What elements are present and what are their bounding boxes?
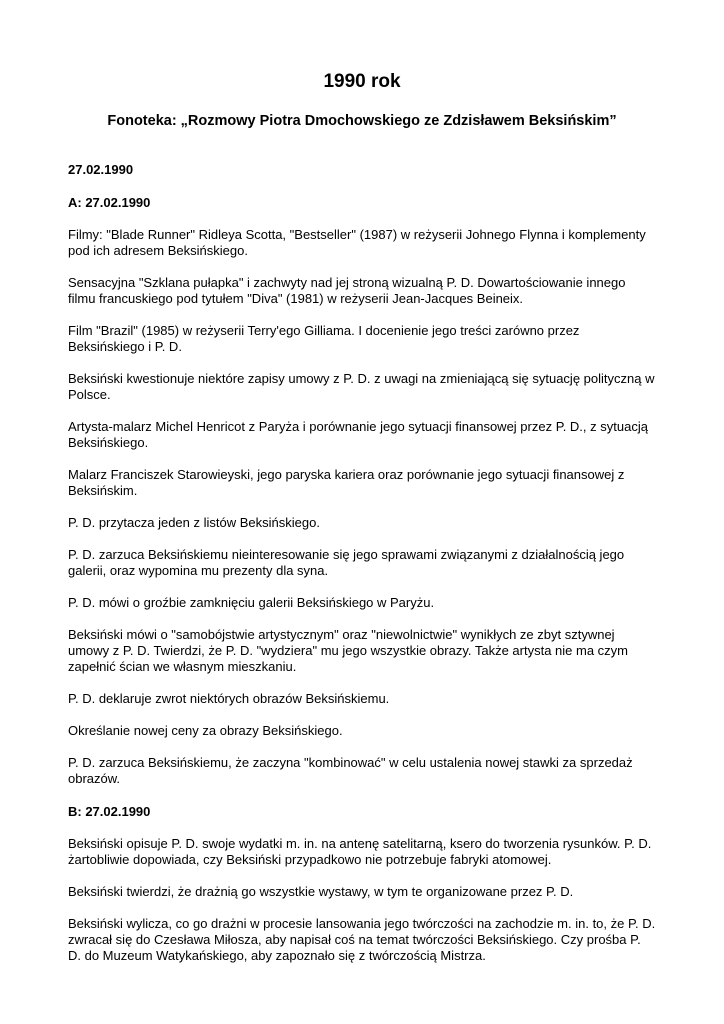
section-b-heading: B: 27.02.1990 (68, 804, 151, 819)
document-page (68, 70, 656, 980)
section-a-body (68, 227, 656, 787)
paragraph: P. D. deklaruje zwrot niektórych obrazów Beksińskiemu. (68, 691, 390, 706)
page-subtitle: Fonoteka: „Rozmowy Piotra Dmochowskiego ze Zdzisławem Beksińskim” (107, 113, 617, 129)
paragraph: Film "Brazil" (1985) w reżyserii Terry'ego Gilliama. I docenienie jego treści zarówno przez Beksińskiego i P. D. (68, 323, 580, 354)
date-heading: 27.02.1990 (68, 162, 134, 177)
paragraph: P. D. mówi o groźbie zamknięciu galerii Beksińskiego w Paryżu. (68, 595, 435, 610)
paragraph: Określanie nowej ceny za obrazy Beksińskiego. (68, 723, 343, 738)
paragraph: Beksiński kwestionuje niektóre zapisy umowy z P. D. z uwagi na zmieniającą się sytuację polityczną w Polsce. (68, 371, 655, 402)
paragraph: Beksiński wylicza, co go drażni w procesie lansowania jego twórczości na zachodzie m. in. to, że P. D. zwracał się do Czesława Miłosza, aby napisał coś na temat twórczości Beksińskiego. Czy prośba P. D. do Muzeum Watykańskiego, aby zapoznało się z twórczością Mistrza. (68, 916, 656, 963)
paragraph: Sensacyjna "Szklana pułapka" i zachwyty nad jej stroną wizualną P. D. Dowartościowanie innego filmu francuskiego pod tytułem "Diva" (1981) w reżyserii Jean-Jacques Beineix. (68, 275, 626, 306)
paragraph: Beksiński twierdzi, że drażnią go wszystkie wystawy, w tym te organizowane przez P. D. (68, 884, 574, 899)
paragraph: Beksiński opisuje P. D. swoje wydatki m. in. na antenę satelitarną, ksero do tworzenia rysunków. P. D. żartobliwie dopowiada, czy Beksiński przypadkowo nie potrzebuje fabryki atomowej. (68, 836, 652, 867)
section-a-heading: A: 27.02.1990 (68, 195, 151, 210)
paragraph: Artysta-malarz Michel Henricot z Paryża i porównanie jego sytuacji finansowej przez P. D., z sytuacją Beksińskiego. (68, 419, 648, 450)
paragraph: Filmy: "Blade Runner" Ridleya Scotta, "Bestseller" (1987) w reżyserii Johnego Flynna i komplementy pod ich adresem Beksińskiego. (68, 227, 646, 258)
section-b-body (68, 836, 656, 964)
paragraph: P. D. zarzuca Beksińskiemu, że zaczyna "kombinować" w celu ustalenia nowej stawki za sprzedaż obrazów. (68, 755, 633, 786)
paragraph: Malarz Franciszek Starowieyski, jego paryska kariera oraz porównanie jego sytuacji finansowej z Beksińskim. (68, 467, 625, 498)
paragraph: P. D. przytacza jeden z listów Beksińskiego. (68, 515, 320, 530)
paragraph: Beksiński mówi o "samobójstwie artystycznym" oraz "niewolnictwie" wynikłych ze zbyt sztywnej umowy z P. D. Twierdzi, że P. D. "wydziera" mu jego wszystkie obrazy. Także artysta nie ma czym zapełnić ścian we własnym mieszkaniu. (68, 627, 628, 674)
page-title: 1990 rok (323, 71, 401, 92)
paragraph: P. D. zarzuca Beksińskiemu nieinteresowanie się jego sprawami związanymi z działalnością jego galerii, oraz wypomina mu prezenty dla syna. (68, 547, 625, 578)
